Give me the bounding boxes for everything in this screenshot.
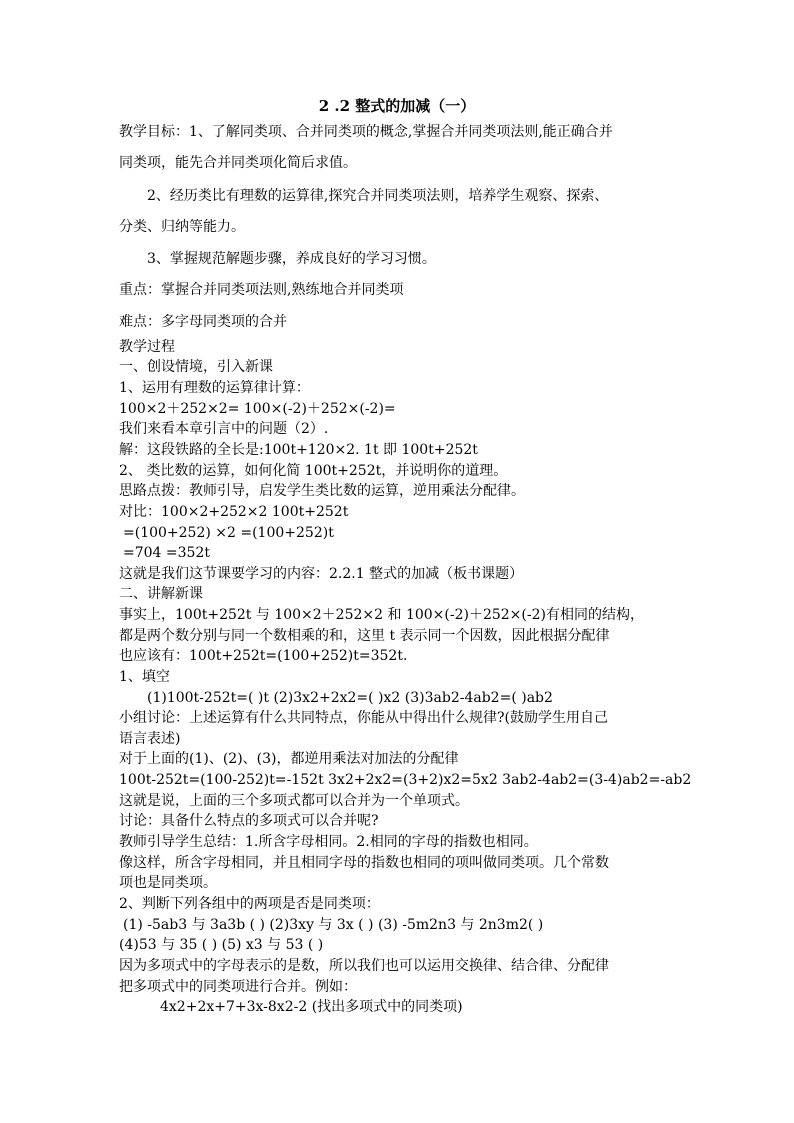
- text-line: 都是两个数分别与同一个数相乘的和，这里 t 表示同一个因数，因此根据分配律: [119, 628, 610, 644]
- section-heading: 二、讲解新课: [119, 586, 203, 602]
- objectives-line-4: 分类、归纳等能力。: [119, 219, 245, 235]
- text-line: 也应该有：100t+252t=(100+252)t=352t.: [119, 648, 408, 664]
- text-line: 1、运用有理数的运算律计算：: [119, 380, 310, 396]
- text-line: 100×2＋252×2= 100×(-2)＋252×(-2)=: [119, 401, 396, 417]
- text-line: =(100+252) ×2 =(100+252)t: [123, 525, 334, 541]
- text-line: 项也是同类项。: [119, 875, 217, 891]
- text-line: =704 =352t: [123, 545, 210, 561]
- text-line: 我们来看本章引言中的问题（2）.: [119, 421, 329, 437]
- objectives-line-1: 教学目标：1、了解同类项、合并同类项的概念,掌握合并同类项法则,能正确合并: [119, 124, 613, 140]
- text-line: 这就是我们这节课要学习的内容：2.2.1 整式的加减（板书课题）: [119, 566, 524, 582]
- text-line: 1、填空: [119, 669, 170, 685]
- section-heading: 教学过程: [119, 339, 175, 355]
- text-line: 教师引导学生总结：1.所含字母相同。2.相同的字母的指数也相同。: [119, 834, 538, 850]
- text-line: 一、创设情境，引入新课: [119, 359, 273, 375]
- text-line: 小组讨论：上述运算有什么共同特点，你能从中得出什么规律?(鼓励学生用自己: [119, 710, 608, 726]
- difficulty-line: 难点：多字母同类项的合并: [119, 314, 287, 330]
- text-line: 对于上面的(1)、(2)、(3)，都逆用乘法对加法的分配律: [119, 751, 459, 767]
- text-line: 2、 类比数的运算，如何化简 100t+252t，并说明你的道理。: [119, 463, 508, 479]
- text-line: 4x2+2x+7+3x-8x2-2 (找出多项式中的同类项): [160, 999, 463, 1015]
- text-line: (1)100t-252t=( )t (2)3x2+2x2=( )x2 (3)3ab2-4ab2=( )ab2: [147, 690, 553, 706]
- text-line: 事实上，100t+252t 与 100×2＋252×2 和 100×(-2)＋252×(-2)有相同的结构，: [119, 607, 644, 623]
- text-line: 2、判断下列各组中的两项是否是同类项：: [119, 896, 380, 912]
- text-line: 这就是说，上面的三个多项式都可以合并为一个单项式。: [119, 793, 469, 809]
- text-line: 解：这段铁路的全长是:100t+120×2. 1t 即 100t+252t: [119, 442, 478, 458]
- page-title: 2 .2 整式的加减（一）: [318, 97, 476, 115]
- objectives-line-2: 同类项，能先合并同类项化简后求值。: [119, 155, 357, 171]
- objectives-line-5: 3、掌握规范解题步骤，养成良好的学习习惯。: [147, 251, 436, 267]
- key-point-line: 重点：掌握合并同类项法则,熟练地合并同类项: [119, 282, 404, 298]
- text-line: 像这样，所含字母相同，并且相同字母的指数也相同的项叫做同类项。几个常数: [119, 855, 609, 871]
- objectives-line-3: 2、经历类比有理数的运算律,探究合并同类项法则，培养学生观察、探索、: [147, 188, 609, 204]
- text-line: 把多项式中的同类项进行合并。例如：: [119, 979, 357, 995]
- text-line: 对比：100×2+252×2 100t+252t: [119, 504, 349, 520]
- text-line: 讨论：具备什么特点的多项式可以合并呢?: [119, 813, 379, 829]
- text-line: 因为多项式中的字母表示的是数，所以我们也可以运用交换律、结合律、分配律: [119, 958, 609, 974]
- text-line: 思路点拨：教师引导，启发学生类比数的运算，逆用乘法分配律。: [119, 483, 525, 499]
- text-line: (4)53 与 35 ( ) (5) x3 与 53 ( ): [119, 937, 324, 953]
- text-line: 100t-252t=(100-252)t=-152t 3x2+2x2=(3+2)x2=5x2 3ab2-4ab2=(3-4)ab2=-ab2: [119, 772, 692, 788]
- text-line: (1) -5ab3 与 3a3b ( ) (2)3xy 与 3x ( ) (3) -5m2n3 与 2n3m2( ): [123, 917, 544, 933]
- text-line: 语言表述): [119, 731, 181, 747]
